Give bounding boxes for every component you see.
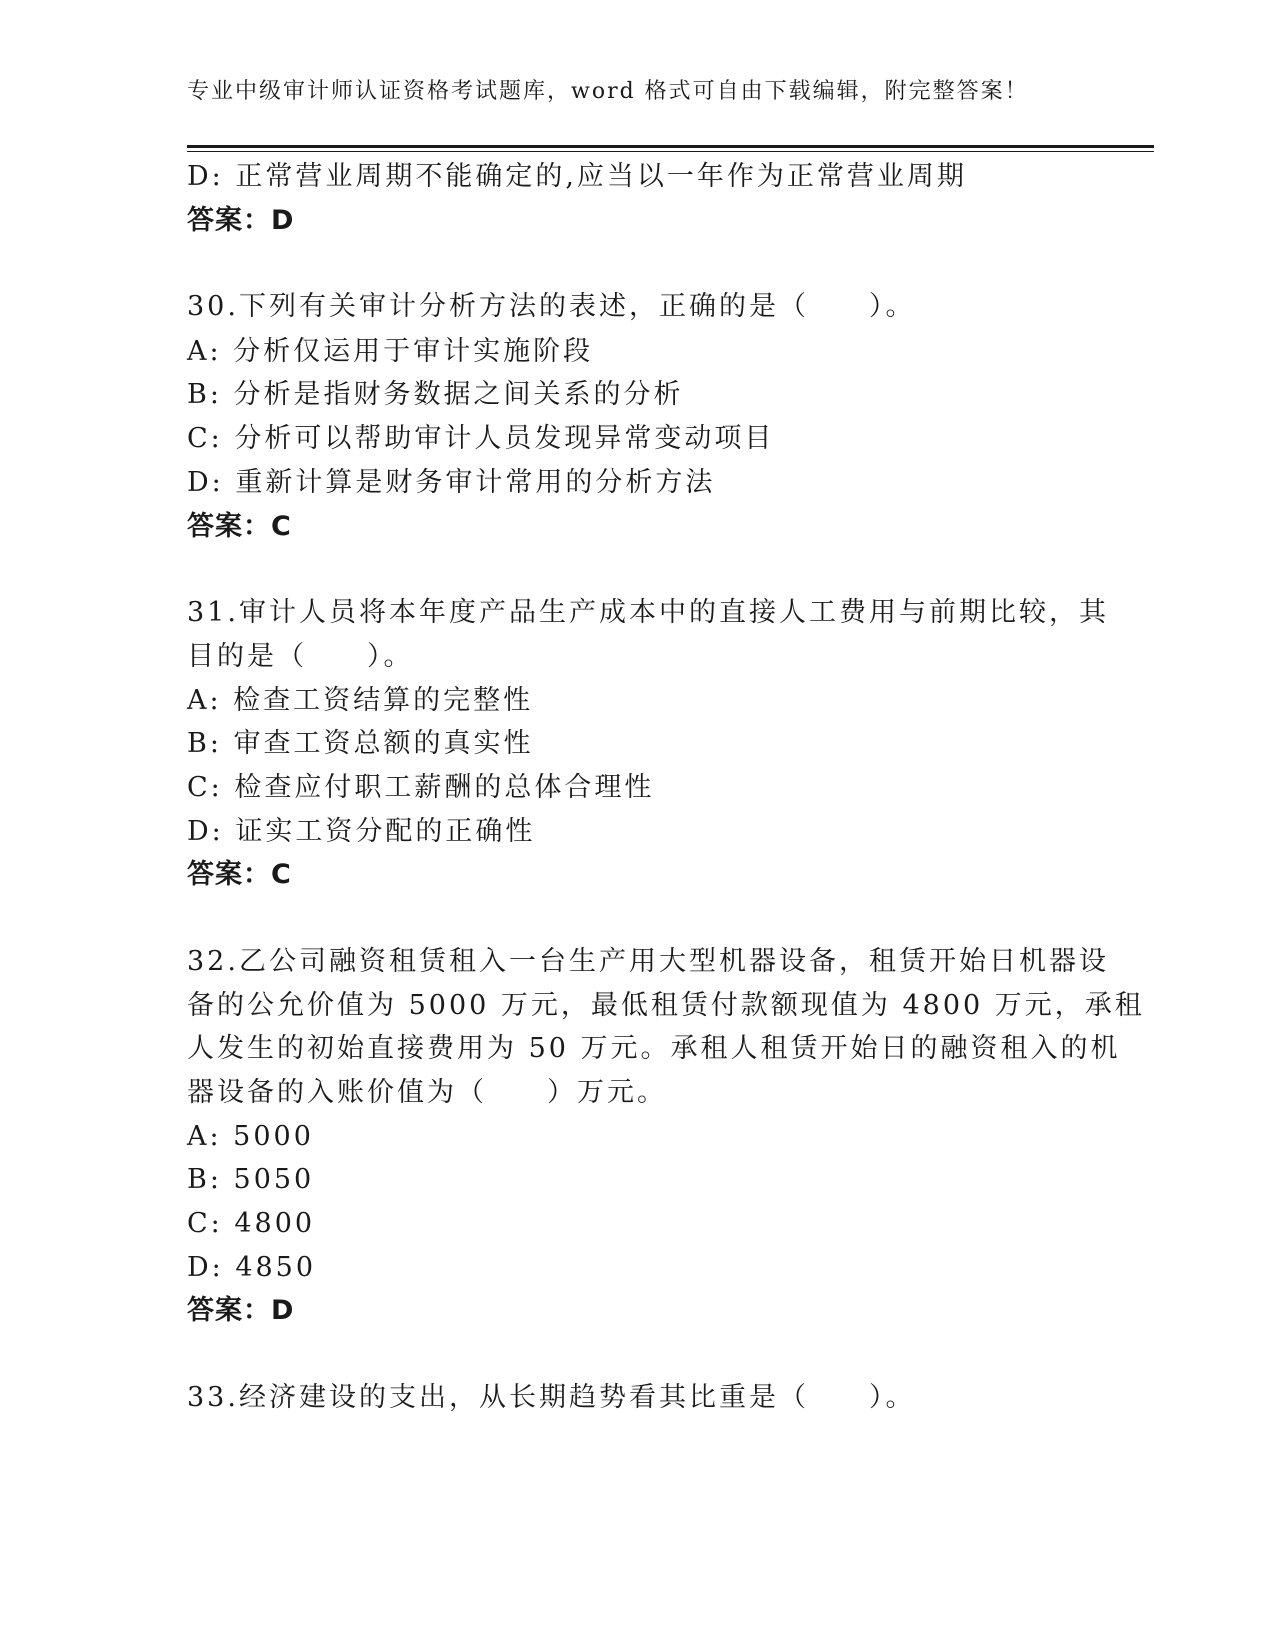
- q32-stem-line-4: 器设备的入账价值为（ ）万元。: [187, 1077, 667, 1108]
- q32-option-b: B: 5050: [187, 1164, 315, 1195]
- q30-option-d: D: 重新计算是财务审计常用的分析方法: [187, 467, 716, 498]
- q31-stem-line-1: 31.审计人员将本年度产品生产成本中的直接人工费用与前期比较，其: [187, 597, 1109, 628]
- q30-answer: 答案：C: [187, 511, 292, 542]
- q31-option-c: C: 检查应付职工薪酬的总体合理性: [187, 772, 655, 803]
- q31-option-b: B: 审查工资总额的真实性: [187, 728, 534, 759]
- q32-stem-line-3: 人发生的初始直接费用为 50 万元。承租人租赁开始日的融资租入的机: [187, 1033, 1121, 1064]
- q29-answer: 答案：D: [187, 205, 295, 236]
- q32-stem-line-1: 32.乙公司融资租赁租入一台生产用大型机器设备，租赁开始日机器设: [187, 946, 1109, 977]
- q31-option-d: D: 证实工资分配的正确性: [187, 816, 536, 847]
- q31-answer: 答案：C: [187, 859, 292, 890]
- q33-stem: 33.经济建设的支出，从长期趋势看其比重是（ ）。: [187, 1382, 916, 1413]
- q32-option-d: D: 4850: [187, 1252, 317, 1283]
- q31-option-a: A: 检查工资结算的完整性: [187, 685, 534, 716]
- q32-stem-line-2: 备的公允价值为 5000 万元，最低租赁付款额现值为 4800 万元，承租: [187, 990, 1145, 1021]
- q32-answer: 答案：D: [187, 1295, 295, 1326]
- q32-option-a: A: 5000: [187, 1121, 314, 1152]
- q32-option-c: C: 4800: [187, 1208, 316, 1239]
- q30-option-c: C: 分析可以帮助审计人员发现异常变动项目: [187, 423, 775, 454]
- q30-option-a: A: 分析仅运用于审计实施阶段: [187, 336, 594, 367]
- q31-stem-line-2: 目的是（ ）。: [187, 641, 414, 672]
- header-divider: [187, 145, 1154, 152]
- q30-stem: 30.下列有关审计分析方法的表述，正确的是（ ）。: [187, 291, 916, 322]
- q30-option-b: B: 分析是指财务数据之间关系的分析: [187, 379, 684, 410]
- q29-option-d: D: 正常营业周期不能确定的,应当以一年作为正常营业周期: [187, 161, 967, 192]
- page-header-text: 专业中级审计师认证资格考试题库，word 格式可自由下载编辑，附完整答案！: [187, 79, 1029, 104]
